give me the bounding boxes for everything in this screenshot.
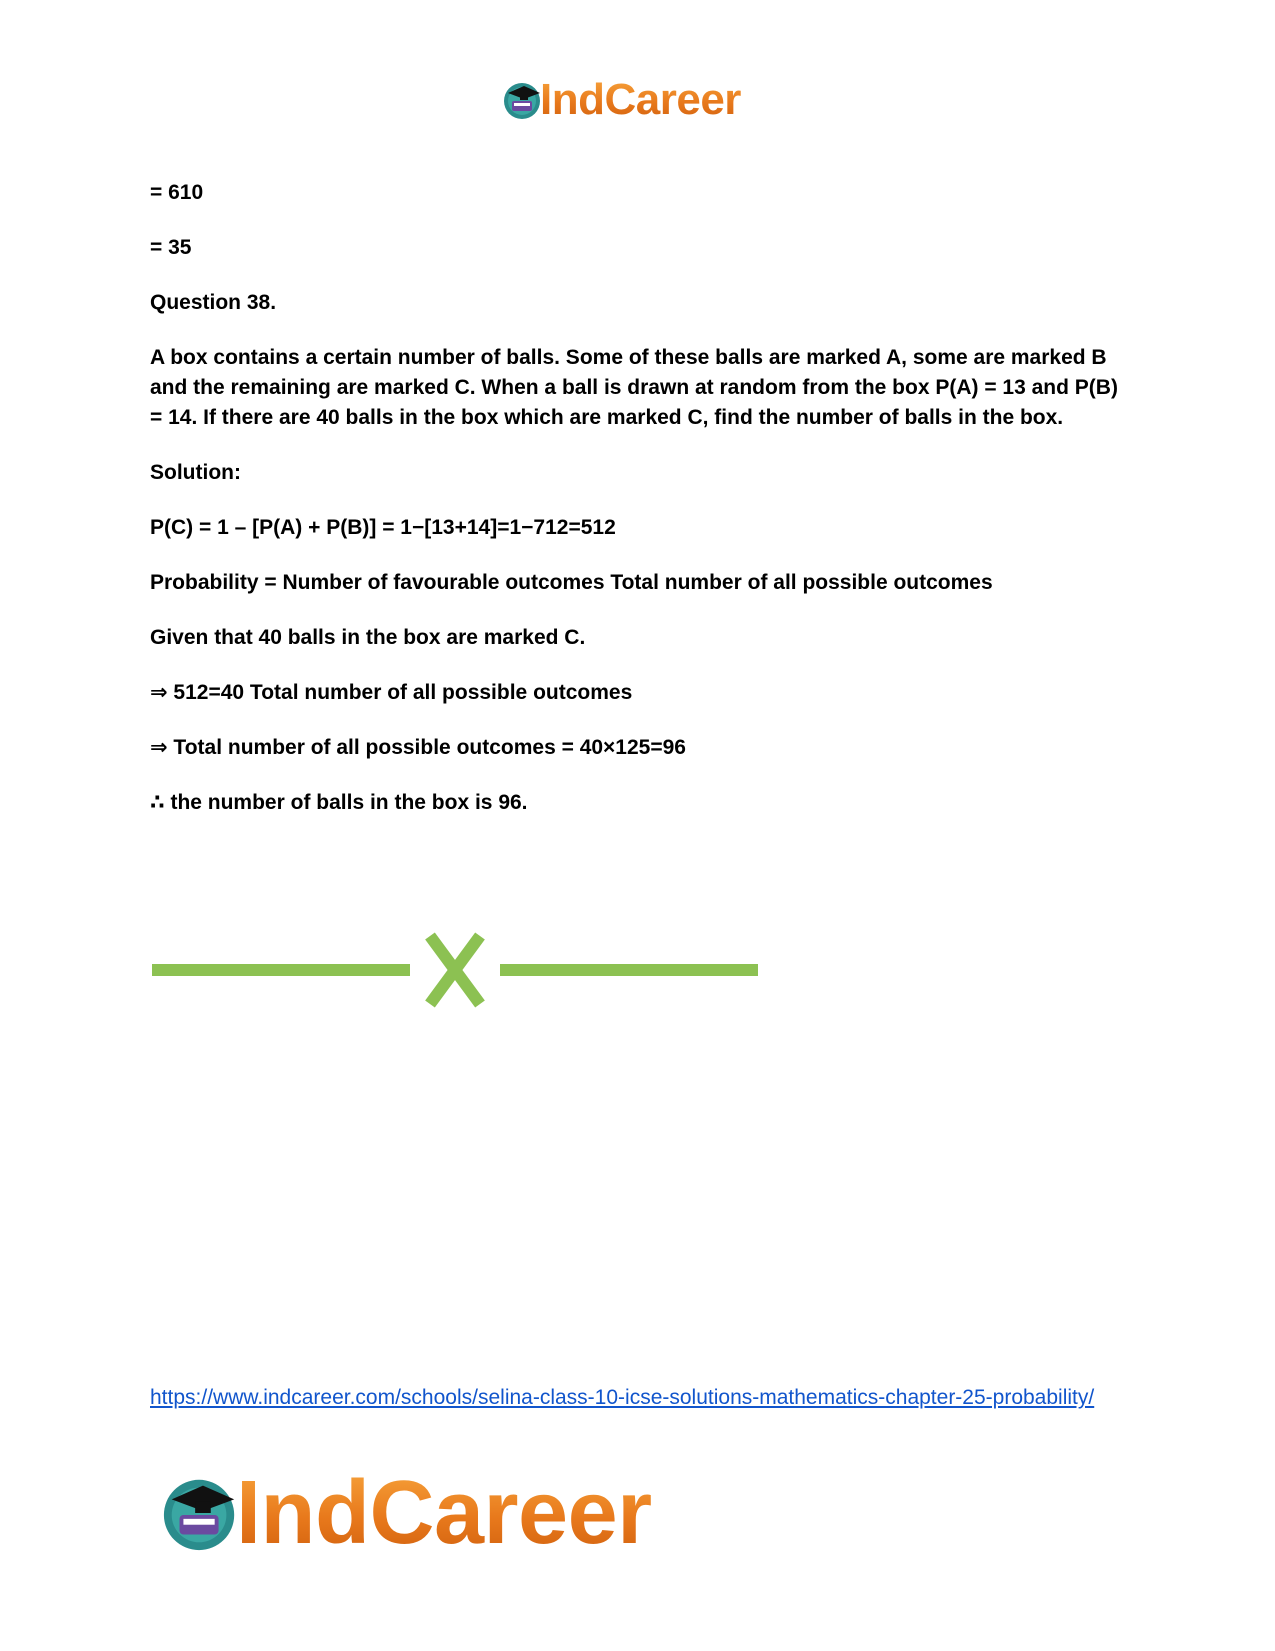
solution-line: ⇒ 512=40 Total number of all possible outcomes bbox=[150, 681, 633, 704]
solution-heading: Solution: bbox=[150, 461, 241, 484]
document-body bbox=[150, 178, 1130, 843]
solution-line: Given that 40 balls in the box are marked C. bbox=[150, 626, 586, 649]
solution-line: P(C) = 1 – [P(A) + P(B)] = 1−[13+14]=1−712=512 bbox=[150, 516, 616, 539]
logo-text: IndCareer bbox=[540, 75, 741, 124]
source-link[interactable]: https://www.indcareer.com/schools/selina-class-10-icse-solutions-mathematics-chapter-25-probability/ bbox=[150, 1386, 1095, 1409]
header-logo bbox=[502, 75, 741, 124]
question-text: A box contains a certain number of balls. Some of these balls are marked A, some are marked B and the remaining are marked C. When a ball is drawn at random from the box P(A) = 13 and P(B) = 14. If there are 40 balls in the box which are marked C, find the number of balls in the box. bbox=[150, 346, 1118, 429]
solution-line: Probability = Number of favourable outcomes Total number of all possible outcomes bbox=[150, 571, 993, 594]
conclusion-line: ∴ the number of balls in the box is 96. bbox=[150, 791, 528, 814]
text-line: = 610 bbox=[150, 181, 204, 204]
graduation-cap-book-icon bbox=[502, 79, 544, 121]
logo-text: IndCareer bbox=[236, 1463, 652, 1563]
divider-x-icon bbox=[150, 930, 760, 1010]
section-divider bbox=[150, 930, 760, 1015]
solution-line: ⇒ Total number of all possible outcomes = 40×125=96 bbox=[150, 736, 686, 759]
footer-logo bbox=[160, 1463, 652, 1563]
question-heading: Question 38. bbox=[150, 291, 277, 314]
text-line: = 35 bbox=[150, 236, 192, 259]
graduation-cap-book-icon bbox=[160, 1472, 242, 1554]
